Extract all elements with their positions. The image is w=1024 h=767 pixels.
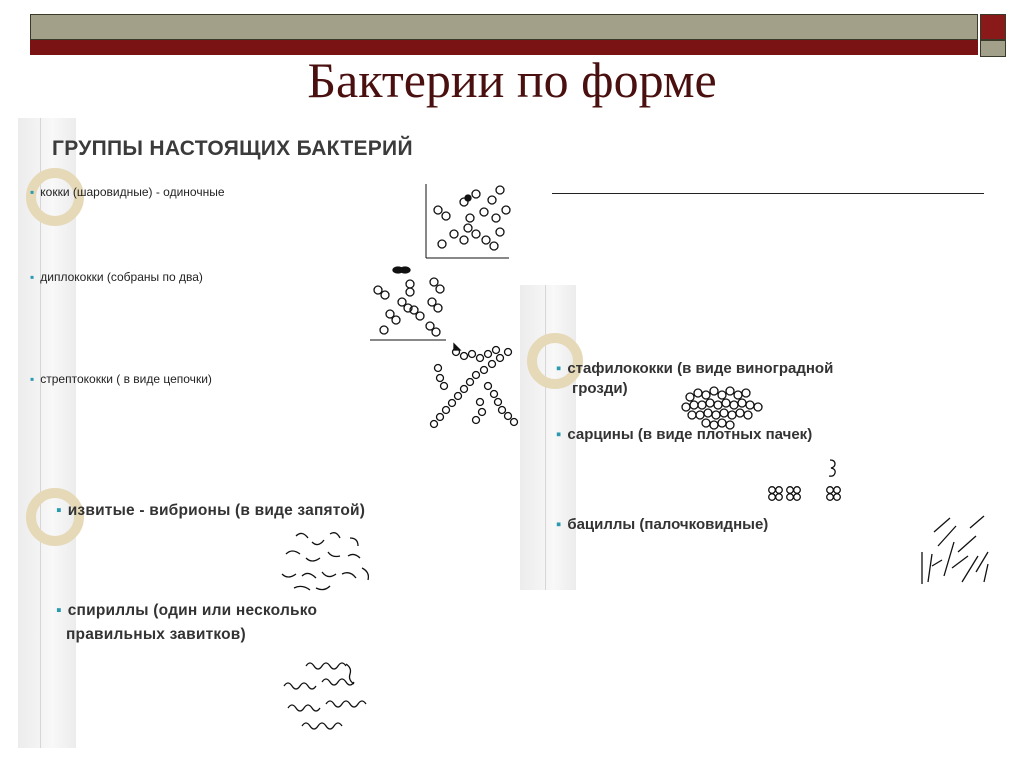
cocci-illustration bbox=[424, 182, 514, 262]
diplococci-illustration bbox=[370, 262, 460, 342]
slide-title: Бактерии по форме bbox=[307, 52, 717, 108]
square-bullet-icon: ▪ bbox=[56, 502, 62, 519]
list-item-vibrio: ▪ извитые - вибрионы (в виде запятой) bbox=[56, 502, 366, 519]
spirilla-illustration bbox=[282, 656, 378, 732]
divider-line bbox=[552, 193, 984, 194]
square-bullet-icon: ▪ bbox=[556, 360, 562, 377]
square-bullet-icon: ▪ bbox=[30, 185, 35, 199]
list-item-bacilli: ▪ бациллы (палочковидные) bbox=[556, 516, 769, 533]
header-bar-olive bbox=[30, 14, 978, 40]
list-item-staphylococci: ▪ стафилококки (в виде виноградной грозди) bbox=[556, 360, 834, 397]
square-bullet-icon: ▪ bbox=[30, 372, 35, 386]
sarcina-illustration bbox=[764, 456, 854, 511]
groups-heading: ГРУППЫ НАСТОЯЩИХ БАКТЕРИЙ bbox=[52, 137, 413, 160]
right-panel-line bbox=[545, 285, 546, 590]
list-item-streptococci: ▪ стрептококки ( в виде цепочки) bbox=[30, 372, 212, 386]
list-item-sarcina: ▪ сарцины (в виде плотных пачек) bbox=[556, 426, 813, 443]
square-bullet-icon: ▪ bbox=[556, 516, 562, 533]
square-bullet-icon: ▪ bbox=[556, 426, 562, 443]
square-bullet-icon: ▪ bbox=[30, 270, 35, 284]
list-item-spirilla: ▪ спириллы (один или несколько правильных завитков) bbox=[56, 602, 318, 643]
corner-square-red bbox=[980, 14, 1006, 40]
bacilli-illustration bbox=[918, 512, 994, 586]
list-item-diplococci: ▪ диплококки (собраны по два) bbox=[30, 270, 203, 284]
vibrio-illustration bbox=[276, 528, 376, 592]
list-item-cocci: ▪ кокки (шаровидные) - одиночные bbox=[30, 185, 225, 199]
streptococci-illustration bbox=[428, 340, 523, 430]
staphylococci-illustration bbox=[680, 385, 770, 435]
square-bullet-icon: ▪ bbox=[56, 602, 62, 619]
